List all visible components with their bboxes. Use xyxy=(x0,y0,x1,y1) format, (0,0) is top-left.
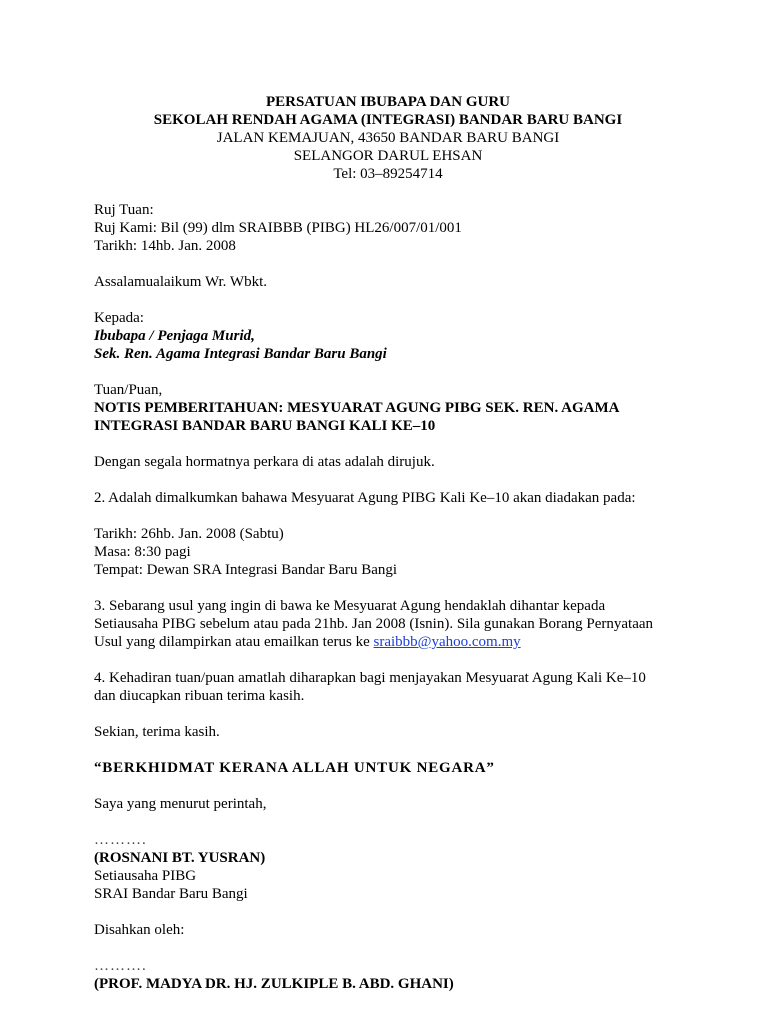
signer-1-name: (ROSNANI BT. YUSRAN) xyxy=(94,850,266,866)
recipient-label: Kepada: xyxy=(94,310,144,326)
letterhead-state: SELANGOR DARUL EHSAN xyxy=(293,148,483,164)
greeting: Assalamualaikum Wr. Wbkt. xyxy=(94,274,267,290)
signer-1-title: Setiausaha PIBG xyxy=(94,868,197,884)
subject-line2: INTEGRASI BANDAR BARU BANGI KALI KE–10 xyxy=(94,418,436,434)
sign-intro: Saya yang menurut perintah, xyxy=(94,796,267,812)
subject-block xyxy=(94,381,694,435)
motto: “BERKHIDMAT KERANA ALLAH UNTUK NEGARA” xyxy=(94,760,495,776)
paragraph-3 xyxy=(94,597,694,651)
signature-line-2: ………. xyxy=(94,958,147,974)
paragraph-3-text: Usul yang dilampirkan atau emailkan terus ke xyxy=(94,634,374,650)
subject-line1: NOTIS PEMBERITAHUAN: MESYUARAT AGUNG PIBG SEK. REN. AGAMA xyxy=(94,400,620,416)
paragraph-3-line2: Setiausaha PIBG sebelum atau pada 21hb. Jan 2008 (Isnin). Sila gunakan Borang Pernyataan xyxy=(94,616,654,632)
approved-label: Disahkan oleh: xyxy=(94,922,185,938)
letterhead-phone: Tel: 03–89254714 xyxy=(333,166,443,182)
letter-date: Tarikh: 14hb. Jan. 2008 xyxy=(94,238,236,254)
closing: Sekian, terima kasih. xyxy=(94,724,220,740)
paragraph-3-line1: 3. Sebarang usul yang ingin di bawa ke Mesyuarat Agung hendaklah dihantar kepada xyxy=(94,598,606,614)
signer-1-org: SRAI Bandar Baru Bangi xyxy=(94,886,248,902)
signer-1-block xyxy=(94,831,694,903)
signature-line-1: ………. xyxy=(94,832,147,848)
paragraph-4-line2: dan diucapkan ribuan terima kasih. xyxy=(94,688,305,704)
letterhead-address: JALAN KEMAJUAN, 43650 BANDAR BARU BANGI xyxy=(216,130,560,146)
meeting-time: Masa: 8:30 pagi xyxy=(94,544,191,560)
ruj-tuan: Ruj Tuan: xyxy=(94,202,154,218)
salutation: Tuan/Puan, xyxy=(94,382,163,398)
paragraph-4-line1: 4. Kehadiran tuan/puan amatlah diharapkan bagi menjayakan Mesyuarat Agung Kali Ke–10 xyxy=(94,670,646,686)
letterhead xyxy=(82,93,694,183)
paragraph-3-line3 xyxy=(94,633,694,651)
letter-page xyxy=(94,93,694,993)
recipient-line1: Ibubapa / Penjaga Murid, xyxy=(94,328,255,344)
paragraph-4 xyxy=(94,669,694,705)
meeting-date: Tarikh: 26hb. Jan. 2008 (Sabtu) xyxy=(94,526,284,542)
paragraph-2: 2. Adalah dimalkumkan bahawa Mesyuarat Agung PIBG Kali Ke–10 akan diadakan pada: xyxy=(94,490,636,506)
email-link[interactable]: sraibbb@yahoo.com.my xyxy=(373,634,521,650)
meeting-details xyxy=(94,525,694,579)
signer-2-block xyxy=(94,957,694,993)
recipient-block xyxy=(94,309,694,363)
meeting-place: Tempat: Dewan SRA Integrasi Bandar Baru Bangi xyxy=(94,562,398,578)
reference-block xyxy=(94,201,694,255)
paragraph-1: Dengan segala hormatnya perkara di atas adalah dirujuk. xyxy=(94,454,435,470)
ruj-kami: Ruj Kami: Bil (99) dlm SRAIBBB (PIBG) HL26/007/01/001 xyxy=(94,220,462,236)
signer-2-name: (PROF. MADYA DR. HJ. ZULKIPLE B. ABD. GHANI) xyxy=(94,976,454,992)
letterhead-org: PERSATUAN IBUBAPA DAN GURU xyxy=(265,94,511,110)
recipient-line2: Sek. Ren. Agama Integrasi Bandar Baru Bangi xyxy=(94,346,387,362)
letterhead-school: SEKOLAH RENDAH AGAMA (INTEGRASI) BANDAR BARU BANGI xyxy=(153,112,623,128)
